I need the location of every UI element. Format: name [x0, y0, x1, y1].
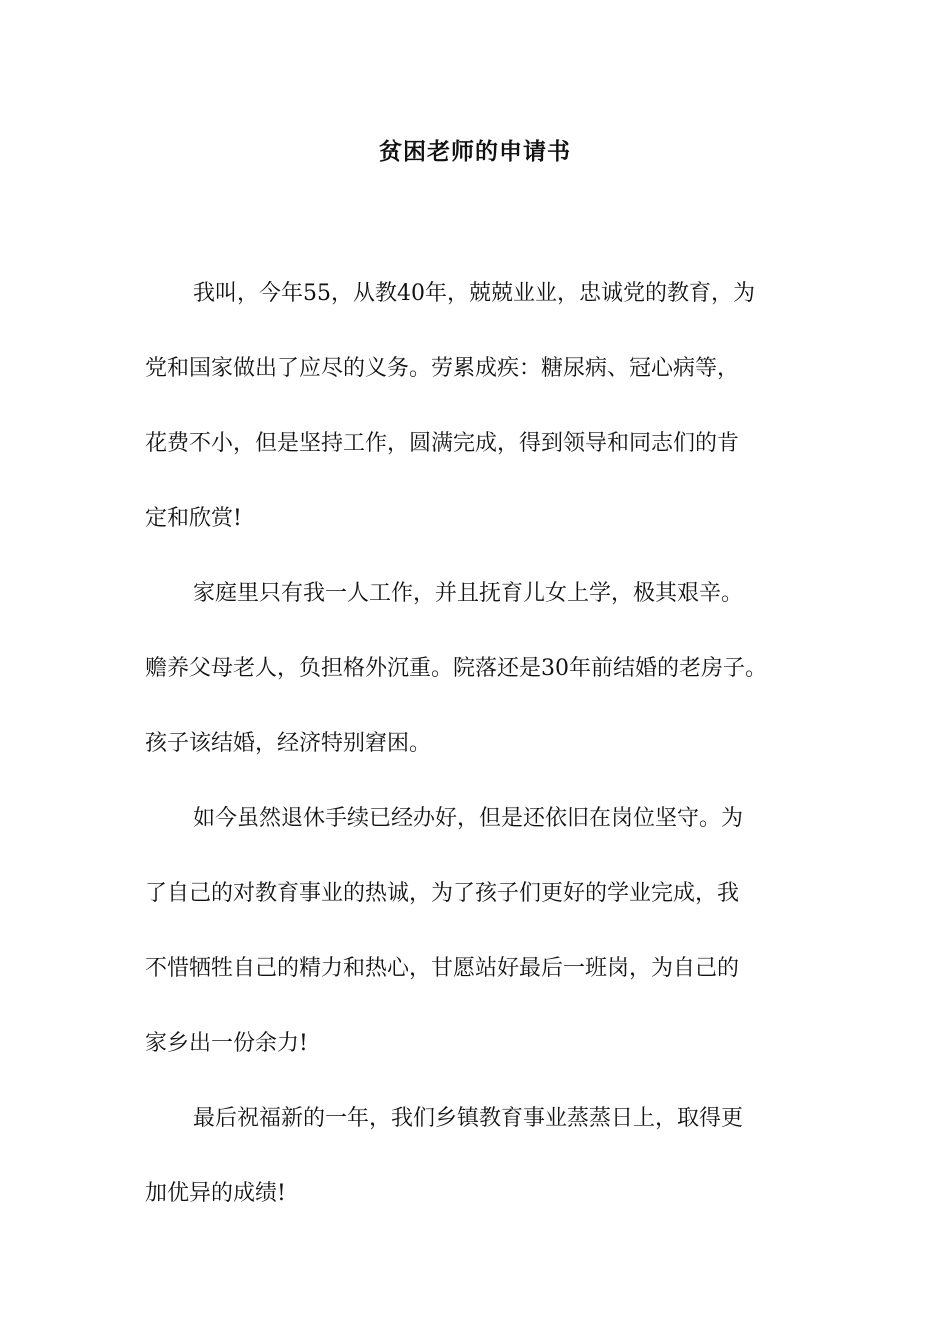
paragraph-line: 党和国家做出了应尽的义务。劳累成疾：糖尿病、冠心病等， — [145, 356, 740, 381]
paragraph-line: 了自己的对教育事业的热诚，为了孩子们更好的学业完成，我 — [145, 881, 740, 906]
paragraph-line: 孩子该结婚，经济特别窘困。 — [145, 731, 432, 756]
paragraph-2 — [145, 556, 807, 781]
paragraph-line: 花费不小，但是坚持工作，圆满完成，得到领导和同志们的肯 — [145, 431, 740, 456]
paragraph-4 — [145, 1081, 807, 1231]
paragraph-line: 加优异的成绩! — [145, 1181, 286, 1206]
paragraph-3 — [145, 781, 807, 1081]
paragraph-line: 家乡出一份余力! — [145, 1031, 308, 1056]
document-title: 贫困老师的申请书 — [379, 138, 571, 165]
paragraph-1 — [145, 256, 807, 556]
paragraph-line: 家庭里只有我一人工作，并且抚育儿女上学，极其艰辛。 — [193, 581, 744, 606]
paragraph-line: 定和欣赏! — [145, 506, 242, 531]
paragraph-line: 最后祝福新的一年，我们乡镇教育事业蒸蒸日上，取得更 — [193, 1106, 744, 1131]
document-body — [145, 256, 807, 1231]
paragraph-line: 如今虽然退休手续已经办好，但是还依旧在岗位坚守。为 — [193, 806, 744, 831]
paragraph-line: 赡养父母老人，负担格外沉重。院落还是30年前结婚的老房子。 — [145, 656, 767, 681]
paragraph-line: 我叫，今年55，从教40年，兢兢业业，忠诚党的教育，为 — [193, 281, 755, 306]
paragraph-line: 不惜牺牲自己的精力和热心，甘愿站好最后一班岗，为自己的 — [145, 956, 740, 981]
